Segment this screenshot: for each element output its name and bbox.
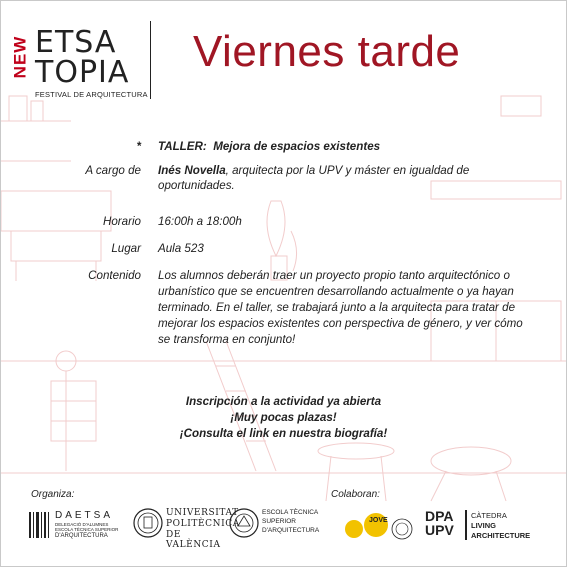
jove-text: JOVE — [369, 517, 388, 524]
dpa-upv-logo — [425, 509, 459, 543]
contenido-line: mejorar los espacios existentes con perspectiva de género, y ver cómo — [158, 317, 523, 330]
escola-line3: D'ARQUITECTURA — [262, 527, 320, 534]
upv-line3: DE VALÈNCIA — [166, 530, 221, 550]
upv-line1: UNIVERSITAT — [166, 508, 239, 518]
upv-line2: POLITÈCNICA — [166, 519, 240, 529]
contenido-line: Los alumnos deberán traer un proyecto propio tanto arquitectónico o — [158, 269, 510, 282]
logo-new-text: NEW — [10, 35, 30, 79]
daetsa-sub2: ESCOLA TÈCNICA SUPERIOR — [55, 527, 119, 532]
barcode-icon — [29, 510, 51, 540]
organiza-label: Organiza: — [31, 489, 75, 500]
catedra-logo — [465, 510, 547, 542]
header-divider — [150, 21, 151, 99]
horario-value: 16:00h a 18:00h — [158, 215, 242, 228]
logo-new — [10, 25, 33, 85]
acargo-value — [158, 163, 538, 193]
acargo-rest1: , arquitecta por la UPV y máster en igualdad de — [225, 164, 470, 177]
colaboran-label: Colaboran: — [331, 489, 380, 500]
dpa-line2: UPV — [425, 522, 454, 538]
biografia-note: ¡Consulta el link en nuestra biografía! — [179, 427, 388, 440]
etsatopia-logo — [10, 19, 149, 99]
lugar-label: Lugar — [111, 242, 141, 255]
taller-heading — [158, 139, 538, 154]
contenido-text — [158, 268, 538, 348]
taller-bullet: * — [136, 140, 141, 153]
daetsa-sub1: DELEGACIÓ D'ALUMNES — [55, 522, 109, 527]
upv-logo — [133, 506, 240, 550]
jove-logo-icon — [344, 509, 416, 545]
contenido-line: se transforma en conjunto! — [158, 333, 296, 346]
logo-line2: TOPIA — [35, 55, 130, 90]
catedra-line2: LIVING — [471, 521, 497, 530]
acargo-name: Inés Novella — [158, 164, 226, 177]
acargo-label: A cargo de — [85, 164, 141, 177]
acargo-rest2: oportunidades. — [158, 179, 235, 192]
taller-label: TALLER: — [158, 140, 207, 153]
plazas-note: ¡Muy pocas plazas! — [230, 411, 337, 424]
upv-seal-icon — [133, 506, 163, 540]
dpa-line1: DPA — [425, 508, 454, 524]
daetsa-sub3: D'ARQUITECTURA — [55, 533, 108, 539]
contenido-label: Contenido — [88, 269, 141, 282]
logo-subtitle: FESTIVAL DE ARQUITECTURA — [35, 90, 148, 99]
lugar-value: Aula 523 — [158, 242, 204, 255]
inscripcion-note: Inscripción a la actividad ya abierta — [185, 395, 382, 408]
logo-line1: ETSA — [35, 25, 117, 60]
escola-logo — [229, 506, 324, 542]
contenido-line: urbanístico que se encuentren desarrollando actualmente o ya hayan — [158, 285, 514, 298]
escola-seal-icon — [229, 506, 259, 540]
catedra-line3: ARCHITECTURE — [471, 531, 531, 540]
contenido-line: terminado. En el taller, se trabajará junto a la arquitecta para tratar de — [158, 301, 516, 314]
daetsa-name: DAETSA — [55, 510, 114, 521]
catedra-bar — [465, 510, 467, 540]
taller-name: Mejora de espacios existentes — [213, 140, 381, 153]
page-title: Viernes tarde — [193, 27, 461, 76]
catedra-line1: CÀTEDRA — [471, 511, 507, 520]
escola-line1: ESCOLA TÈCNICA — [262, 509, 319, 516]
escola-line2: SUPERIOR — [262, 518, 296, 525]
daetsa-logo — [29, 510, 129, 542]
horario-label: Horario — [102, 215, 141, 228]
